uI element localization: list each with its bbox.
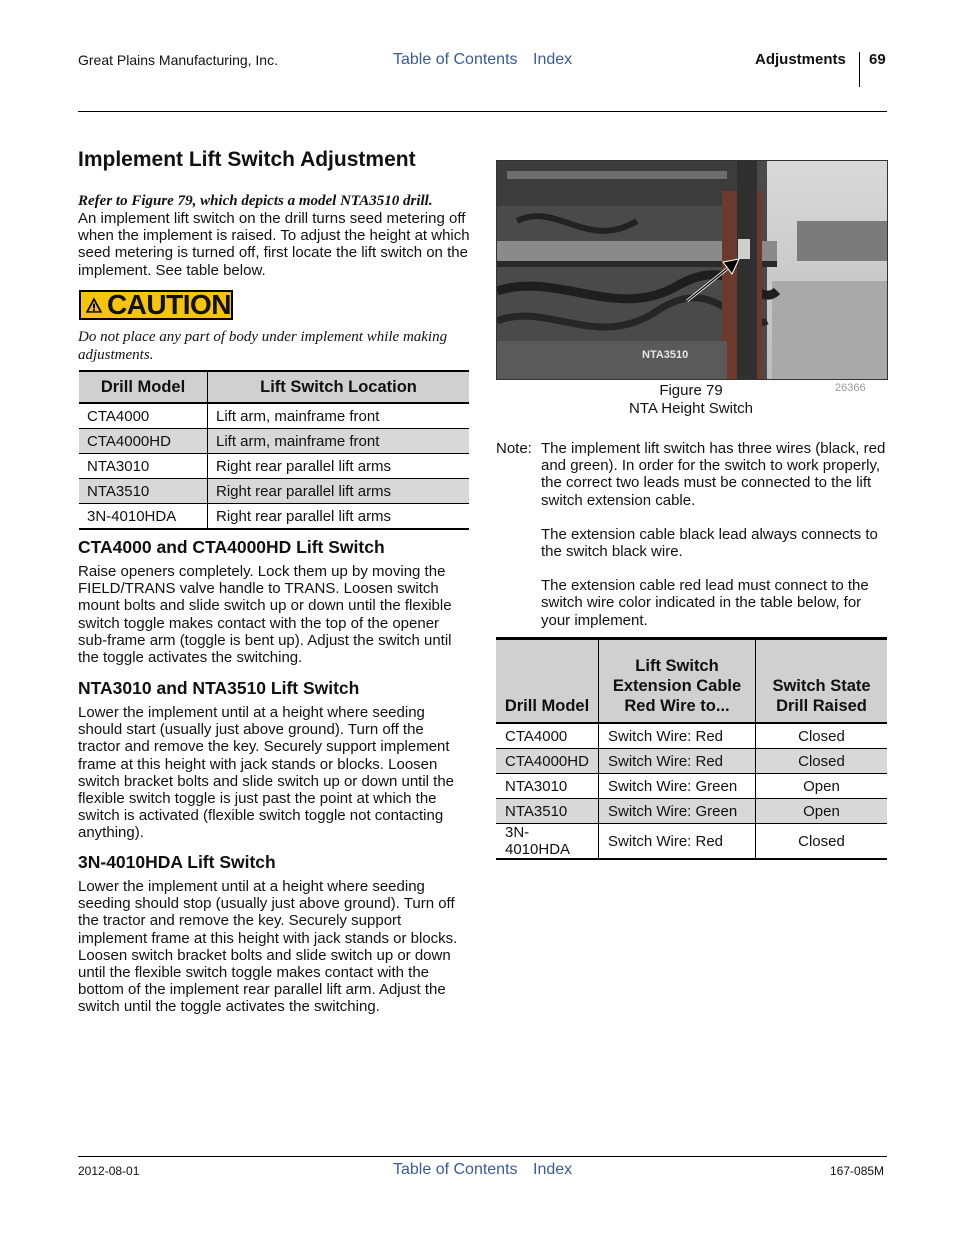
table-cell: NTA3010 <box>496 774 599 799</box>
figure-photo <box>496 160 888 380</box>
table-cell: Open <box>756 774 888 799</box>
table-row <box>496 723 887 749</box>
caution-label <box>79 290 233 320</box>
column-header: Drill Model <box>496 639 599 724</box>
table-cell: 3N-4010HDA <box>79 504 208 530</box>
section-text: Lower the implement until at a height where seeding seeding should stop (usually just above ground). Turn off the tractor and remove the key. Securely support implement frame at this height with jack stands or blocks. Loosen switch bracket bolts and slide switch up or down until the flexible switch toggle makes contact with the bottom of the implement rear parallel lift arm. Adjust the switch until the toggle activates the switching. <box>78 878 458 1016</box>
table-cell: Right rear parallel lift arms <box>208 454 470 479</box>
table-cell: Switch Wire: Red <box>599 749 756 774</box>
column-header: Lift Switch Extension Cable Red Wire to... <box>599 639 756 724</box>
table-cell: Switch Wire: Red <box>599 723 756 749</box>
warning-triangle-icon <box>85 293 103 317</box>
footer-date: 2012-08-01 <box>78 1164 140 1178</box>
table-cell: CTA4000HD <box>496 749 599 774</box>
page-number: 69 <box>869 51 886 68</box>
table-cell: CTA4000HD <box>79 429 208 454</box>
table-row <box>496 774 887 799</box>
table-cell: Closed <box>756 824 888 860</box>
table-cell: NTA3010 <box>79 454 208 479</box>
figure-image-id: 26366 <box>835 382 866 394</box>
table-cell: Switch Wire: Red <box>599 824 756 860</box>
index-link-header[interactable]: Index <box>533 51 573 68</box>
decal-text: NTA3510 <box>642 349 689 361</box>
table-row <box>79 479 469 504</box>
note-paragraph: The implement lift switch has three wires (black, red and green). In order for the switch to work properly, the correct two leads must be connected to the lift switch extension cable. <box>541 440 886 509</box>
column-header: Switch State Drill Raised <box>756 639 888 724</box>
note-body <box>541 440 888 629</box>
table-header-row <box>79 371 469 403</box>
section-cta4000 <box>78 537 470 666</box>
header-divider <box>859 52 860 87</box>
section-name: Adjustments <box>755 51 846 68</box>
table-cell: Right rear parallel lift arms <box>208 479 470 504</box>
figure-caption <box>496 382 886 418</box>
table-cell: Lift arm, mainframe front <box>208 403 470 429</box>
table-cell: Open <box>756 799 888 824</box>
table-row <box>496 799 887 824</box>
toc-link-footer[interactable]: Table of Contents <box>393 1161 518 1178</box>
note-paragraph: The extension cable red lead must connect to the switch wire color indicated in the table below, for your implement. <box>541 577 869 629</box>
figure-title: NTA Height Switch <box>629 400 753 417</box>
index-link-footer[interactable]: Index <box>533 1161 573 1178</box>
note-label: Note: <box>496 440 532 457</box>
table-cell: Right rear parallel lift arms <box>208 504 470 530</box>
table-cell: Closed <box>756 723 888 749</box>
table-cell: NTA3510 <box>79 479 208 504</box>
table-cell: NTA3510 <box>496 799 599 824</box>
doc-number: 167-085M <box>830 1164 885 1178</box>
table-row <box>496 824 887 860</box>
wire-connection-table <box>496 637 887 860</box>
refer-note: Refer to Figure 79, which depicts a model NTA3510 drill. <box>78 193 433 209</box>
section-nta3010 <box>78 678 470 842</box>
section-3n4010hda <box>78 852 470 1016</box>
table-cell: CTA4000 <box>496 723 599 749</box>
table-row <box>79 403 469 429</box>
section-text: Raise openers completely. Lock them up by moving the FIELD/TRANS valve handle to TRANS. Loosen switch mount bolts and slide switch up or down until the flexible switch toggle makes contact with the top of the opener sub-frame arm (toggle is bent up). Adjust the switch until the toggle activates the switching. <box>78 563 452 667</box>
table-row <box>79 504 469 530</box>
toc-link-header[interactable]: Table of Contents <box>393 51 518 68</box>
table-cell: Switch Wire: Green <box>599 774 756 799</box>
caution-word: CAUTION <box>106 289 231 320</box>
intro-paragraph: An implement lift switch on the drill turns seed metering off when the implement is raised. To adjust the height at which seed metering is turned off, first locate the lift switch on the implement. See table below. <box>78 210 470 279</box>
drill-photo-illustration <box>497 161 887 379</box>
table-cell: 3N-4010HDA <box>496 824 599 860</box>
header-rule <box>78 111 887 112</box>
section-text: Lower the implement until at a height where seeding should start (usually just above ground). Turn off the tractor and remove the key. Securely support implement frame at this height with jack stands or blocks. Loosen switch bracket bolts and slide switch up or down until the flexible switch toggle is just past the point at which the switch is activated (flexible switch toggle not contacting anything). <box>78 704 455 842</box>
section-heading: NTA3010 and NTA3510 Lift Switch <box>78 678 360 698</box>
caution-text: Do not place any part of body under implement while making adjustments. <box>78 329 448 363</box>
section-heading: 3N-4010HDA Lift Switch <box>78 852 276 872</box>
table-cell: Lift arm, mainframe front <box>208 429 470 454</box>
figure-number: Figure 79 <box>659 382 723 399</box>
table-header-row <box>496 639 887 724</box>
lift-switch-location-table <box>79 370 469 530</box>
note-paragraph: The extension cable black lead always connects to the switch black wire. <box>541 525 878 561</box>
column-header: Drill Model <box>79 371 208 403</box>
table-cell: CTA4000 <box>79 403 208 429</box>
table-cell: Switch Wire: Green <box>599 799 756 824</box>
column-header: Lift Switch Location <box>208 371 470 403</box>
table-cell: Closed <box>756 749 888 774</box>
company-name: Great Plains Manufacturing, Inc. <box>78 52 278 68</box>
table-row <box>79 429 469 454</box>
table-row <box>496 749 887 774</box>
footer-rule <box>78 1156 887 1157</box>
section-heading: CTA4000 and CTA4000HD Lift Switch <box>78 537 385 557</box>
page-title: Implement Lift Switch Adjustment <box>78 148 416 171</box>
table-row <box>79 454 469 479</box>
